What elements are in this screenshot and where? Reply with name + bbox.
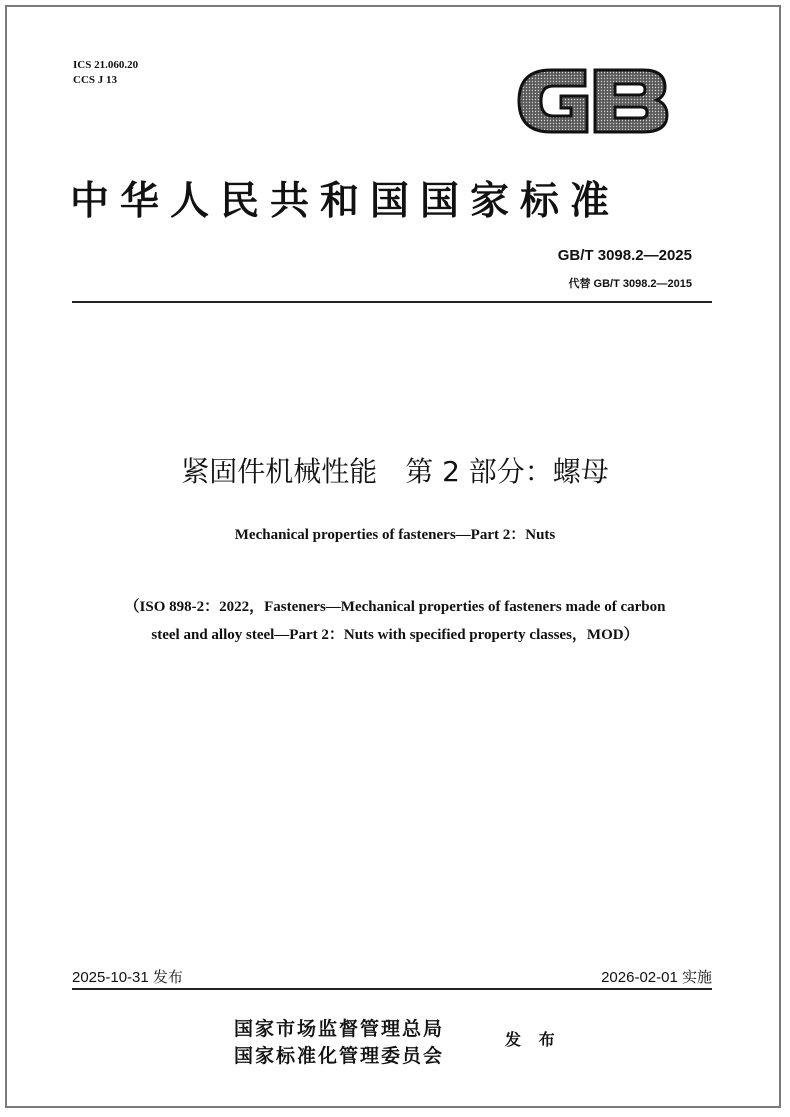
bottom-divider [72,988,712,990]
replaces-standard: 代替 GB/T 3098.2—2015 [568,278,692,290]
gb-logo-icon [513,62,671,140]
ics-code: ICS 21.060.20 [73,59,139,71]
national-standard-title: 中华人民共和国国家标准 [70,179,621,224]
iso-reference-line2: steel and alloy steel—Part 2：Nuts with specified property classes，MOD） [151,627,639,643]
classification-codes [73,58,138,88]
top-divider [72,301,712,303]
publish-label: 发 布 [505,1030,561,1049]
ccs-code: CCS J 13 [73,74,118,86]
iso-reference-line1: （ISO 898-2：2022，Fasteners—Mechanical properties of fasteners made of carbon [124,599,666,615]
issuer-sac: 国家标准化管理委员会 [234,1045,445,1067]
standard-number: GB/T 3098.2—2025 [557,247,692,264]
issue-date: 2025-10-31 发布 [72,969,183,986]
chinese-title: 紧固件机械性能 第 2 部分：螺母 [181,455,609,488]
english-title: Mechanical properties of fasteners—Part 2：Nuts [234,527,556,543]
implementation-date: 2026-02-01 实施 [601,969,712,986]
issuer-samr: 国家市场监督管理总局 [234,1018,445,1040]
